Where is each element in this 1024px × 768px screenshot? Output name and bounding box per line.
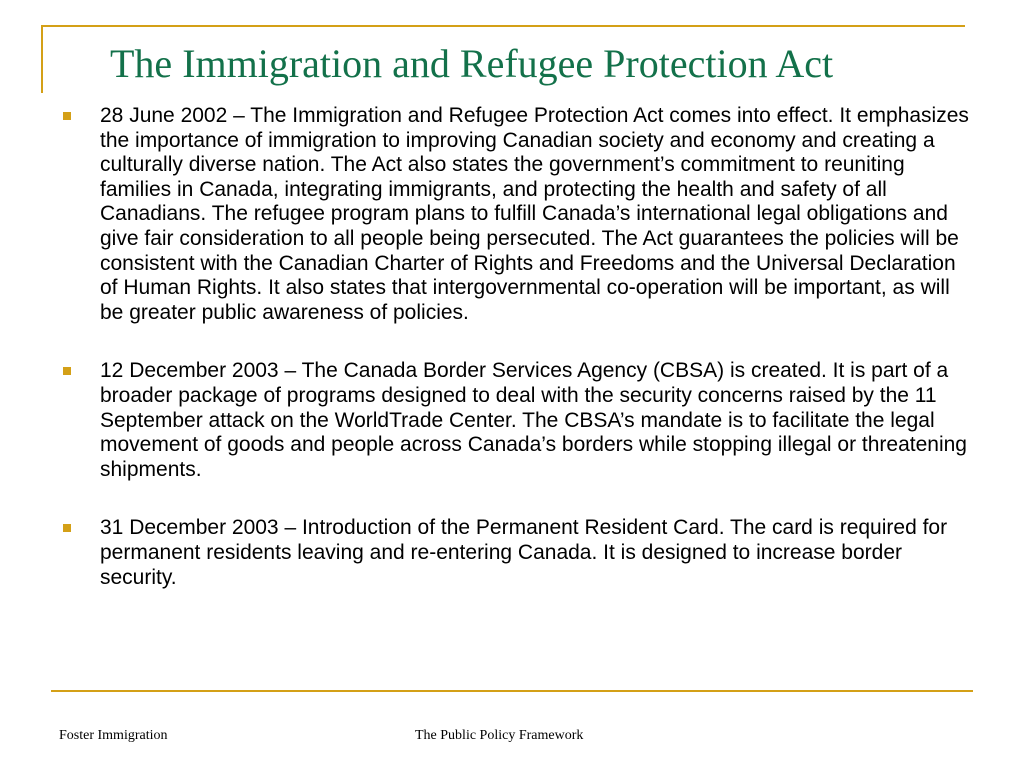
footer-center-text: The Public Policy Framework bbox=[415, 728, 584, 743]
square-bullet-icon bbox=[63, 112, 71, 120]
square-bullet-icon bbox=[63, 524, 71, 532]
side-divider bbox=[41, 25, 43, 93]
bullet-text: 28 June 2002 – The Immigration and Refugee Protection Act comes into effect. It emphasizes the importance of immigration to improving Canadian society and economy and creating a culturally diverse nation. The Act also states the government’s commitment to reuniting families in Canada, integrating immigrants, and protecting the health and safety of all Canadians. The refugee program plans to fulfill Canada’s international legal obligations and give fair consideration to all people being persecuted. The Act guarantees the policies will be consistent with the Canadian Charter of Rights and Freedoms and the Universal Declaration of Human Rights. It also states that intergovernmental co-operation will be important, as will be greater public awareness of policies. bbox=[100, 104, 969, 324]
slide-title: The Immigration and Refugee Protection Act bbox=[110, 41, 834, 86]
bullet-item bbox=[60, 104, 970, 325]
top-divider bbox=[41, 25, 965, 27]
bullet-list bbox=[60, 104, 970, 624]
square-bullet-icon bbox=[63, 367, 71, 375]
bullet-text: 12 December 2003 – The Canada Border Services Agency (CBSA) is created. It is part of a broader package of programs designed to deal with the security concerns raised by the 11 September attack on the WorldTrade Center. The CBSA’s mandate is to facilitate the legal movement of goods and people across Canada’s borders while stopping illegal or threatening shipments. bbox=[100, 359, 967, 481]
footer-left-text: Foster Immigration bbox=[59, 728, 168, 743]
bullet-item bbox=[60, 516, 970, 590]
bullet-text: 31 December 2003 – Introduction of the Permanent Resident Card. The card is required for permanent residents leaving and re-entering Canada. It is designed to increase border security. bbox=[100, 516, 948, 589]
bottom-divider bbox=[51, 690, 973, 692]
bullet-item bbox=[60, 359, 970, 482]
